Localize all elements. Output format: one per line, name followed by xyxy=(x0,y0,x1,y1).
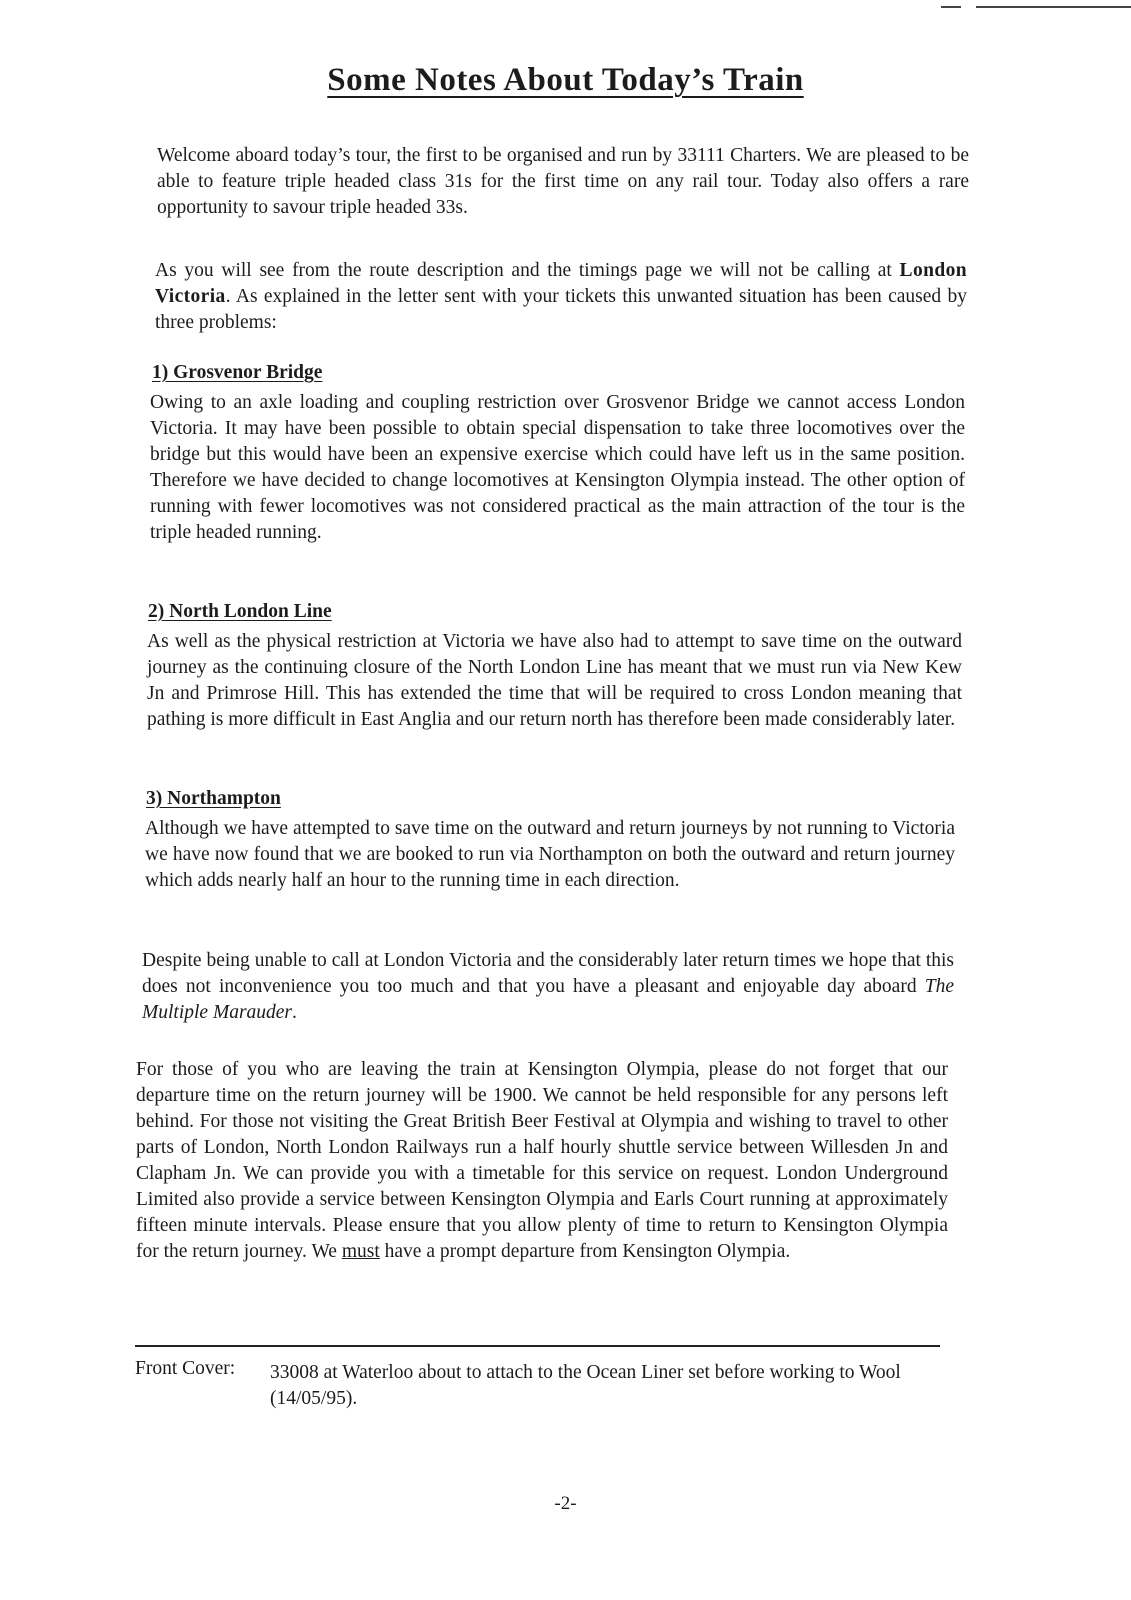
footnote-divider xyxy=(135,1345,940,1347)
front-cover-caption: 33008 at Waterloo about to attach to the Ocean Liner set before working to Wool (14/05/95). xyxy=(270,1362,901,1409)
despite-paragraph-end: . xyxy=(292,1002,297,1023)
tour-name-italic: The Multiple Marauder xyxy=(142,976,955,1023)
despite-paragraph-start: Despite being unable to call at London Victoria and the considerably later return times we hope that this does not inconvenience you too much and that you have a pleasant and enjoyable day aboard xyxy=(142,950,954,997)
section-body-northampton: Although we have attempted to save time on the outward and return journeys by not running to Victoria we have now found that we are booked to run via Northampton on both the outward and return journey which adds nearly half an hour to the running time in each direction. xyxy=(145,818,955,891)
section-heading-grosvenor: 1) Grosvenor Bridge xyxy=(152,362,323,383)
section-body-north-london: As well as the physical restriction at Victoria we have also had to attempt to save time on the outward journey as the continuing closure of the North London Line has meant that we must run via New Kew Jn and Primrose Hill. This has extended the time that will be required to cross London meaning that pathing is more difficult in East Anglia and our return north has therefore been made considerably later. xyxy=(147,631,962,730)
section-heading-north-london: 2) North London Line xyxy=(148,601,332,622)
scan-corner-mark xyxy=(921,6,1131,8)
page-title: Some Notes About Today’s Train xyxy=(327,62,804,98)
despite-paragraph xyxy=(142,948,954,1026)
olympia-paragraph xyxy=(136,1057,948,1265)
page-number: -2- xyxy=(554,1493,577,1514)
route-paragraph xyxy=(155,258,967,336)
intro-paragraph: Welcome aboard today’s tour, the first to be organised and run by 33111 Charters. We are pleased to be able to feature triple headed class 31s for the first time on any rail tour. Today also offers a rare opportunity to savour triple headed 33s. xyxy=(157,145,969,218)
must-underlined: must xyxy=(341,1241,380,1262)
section-body-grosvenor: Owing to an axle loading and coupling restriction over Grosvenor Bridge we cannot access London Victoria. It may have been possible to obtain special dispensation to take three locomotives over the bridge but this would have been an expensive exercise which could have left us in the same position. Therefore we have decided to change locomotives at Kensington Olympia instead. The other option of running with fewer locomotives was not considered practical as the main attraction of the tour is the triple headed running. xyxy=(150,392,965,543)
london-victoria-bold: London Victoria xyxy=(155,260,967,307)
front-cover-label: Front Cover: xyxy=(135,1358,236,1379)
olympia-paragraph-start: For those of you who are leaving the train at Kensington Olympia, please do not forget that our departure time on the return journey will be 1900. We cannot be held responsible for any persons left behind. For those not visiting the Great British Beer Festival at Olympia and wishing to travel to other parts of London, North London Railways run a half hourly shuttle service between Willesden Jn and Clapham Jn. We can provide you with a timetable for this service on request. London Underground Limited also provide a service between Kensington Olympia and Earls Court running at approximately fifteen minute intervals. Please ensure that you allow plenty of time to return to Kensington Olympia for the return journey. We xyxy=(136,1059,948,1262)
section-heading-northampton: 3) Northampton xyxy=(146,788,281,809)
olympia-paragraph-end: have a prompt departure from Kensington Olympia. xyxy=(384,1241,791,1262)
route-paragraph-end: . As explained in the letter sent with your tickets this unwanted situation has been caused by three problems: xyxy=(155,286,967,333)
route-paragraph-start: As you will see from the route description and the timings page we will not be calling at xyxy=(155,260,892,281)
